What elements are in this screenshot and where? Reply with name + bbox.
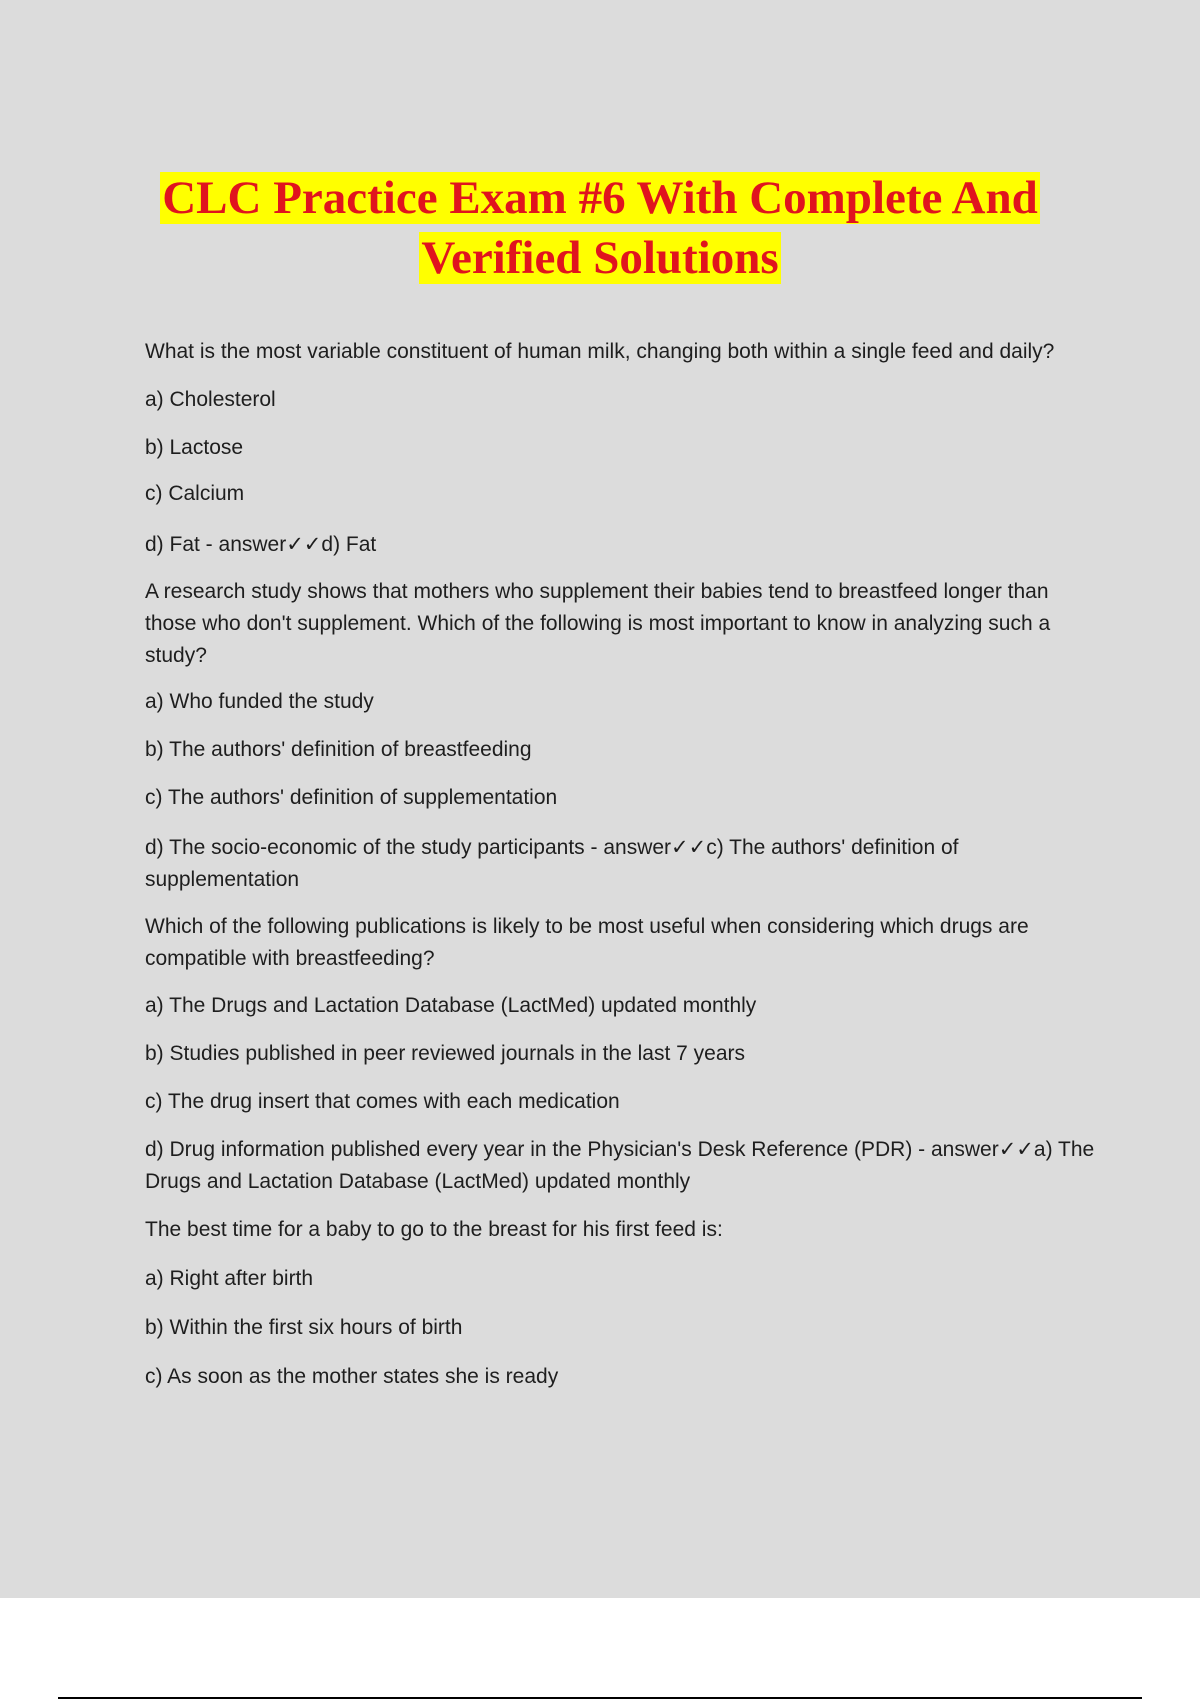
question-2-option-c: c) The authors' definition of supplementation xyxy=(145,786,558,809)
question-2-option-b: b) The authors' definition of breastfeeding xyxy=(145,738,532,761)
question-1-option-d-answer: d) Fat - answer✓✓d) Fat xyxy=(145,533,377,556)
question-4-option-b: b) Within the first six hours of birth xyxy=(145,1316,463,1339)
question-3-option-b: b) Studies published in peer reviewed journals in the last 7 years xyxy=(145,1042,746,1065)
question-3: Which of the following publications is likely to be most useful when considering which drugs are compatible with breastfeeding? xyxy=(145,915,1029,970)
document-body xyxy=(145,336,1095,1393)
question-2-option-a: a) Who funded the study xyxy=(145,690,374,713)
document-title xyxy=(0,168,1200,288)
question-2: A research study shows that mothers who supplement their babies tend to breastfeed longer than those who don't supplement. Which of the following is most important to know in analyzing such a study? xyxy=(145,580,1051,667)
question-4-option-c: c) As soon as the mother states she is ready xyxy=(145,1365,559,1388)
question-4: The best time for a baby to go to the breast for his first feed is: xyxy=(145,1218,723,1241)
question-1-option-b: b) Lactose xyxy=(145,436,244,459)
question-2-option-d-answer: d) The socio-economic of the study participants - answer✓✓c) The authors' definition of supplementation xyxy=(145,836,959,891)
question-4-option-a: a) Right after birth xyxy=(145,1267,314,1290)
title-line-2: Verified Solutions xyxy=(421,232,779,284)
question-3-option-c: c) The drug insert that comes with each medication xyxy=(145,1090,620,1113)
question-1: What is the most variable constituent of human milk, changing both within a single feed and daily? xyxy=(145,340,1055,363)
question-1-option-c: c) Calcium xyxy=(145,482,245,505)
question-1-option-a: a) Cholesterol xyxy=(145,388,276,411)
question-3-option-d-answer: d) Drug information published every year in the Physician's Desk Reference (PDR) - answer✓✓a) The Drugs and Lactation Database (LactMed) updated monthly xyxy=(145,1138,1095,1193)
title-line-1: CLC Practice Exam #6 With Complete And xyxy=(162,172,1038,224)
page-divider xyxy=(58,1697,1142,1699)
question-3-option-a: a) The Drugs and Lactation Database (LactMed) updated monthly xyxy=(145,994,757,1017)
